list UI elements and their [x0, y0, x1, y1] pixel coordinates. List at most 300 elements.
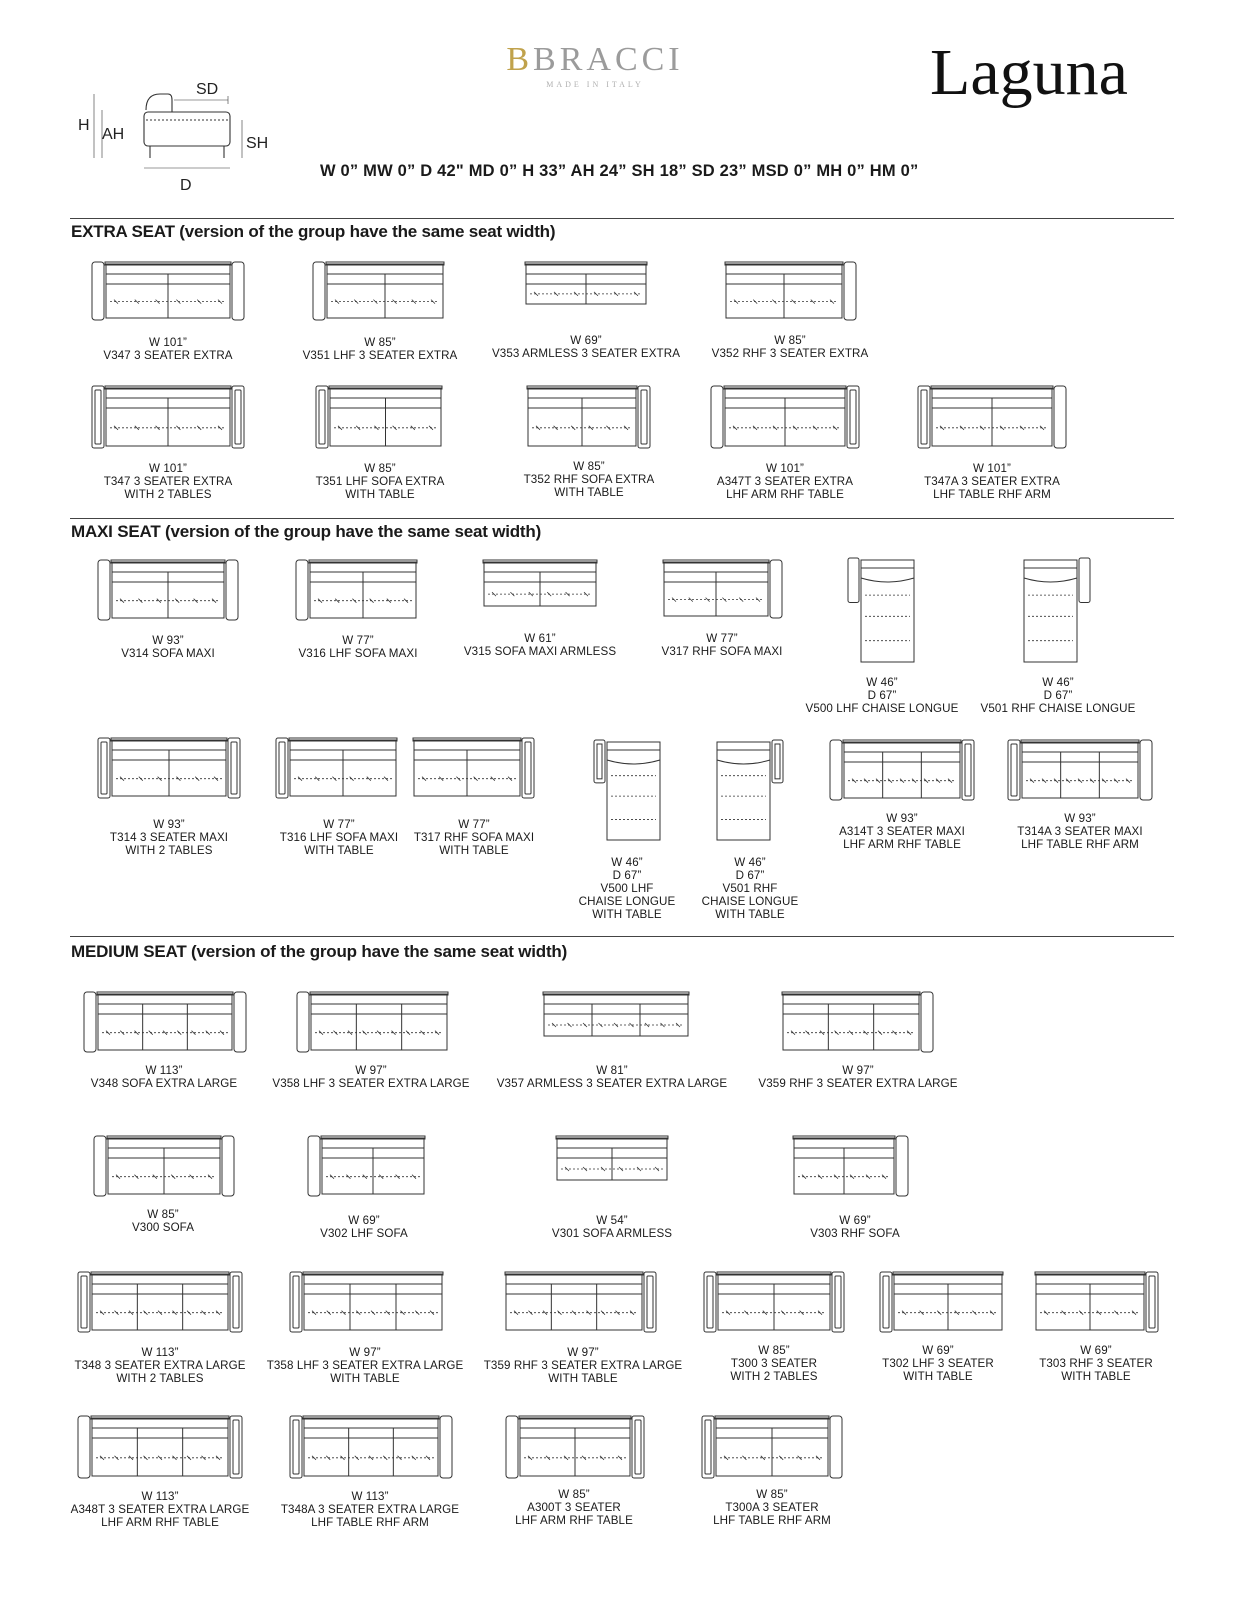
- chaise-back-curve: [1024, 578, 1077, 582]
- sofa-diagram-t302-lhf-3-seater: [880, 1272, 1002, 1332]
- recliner-mark: [406, 1031, 410, 1035]
- side-table: [228, 738, 240, 798]
- seat-body: [506, 1274, 642, 1330]
- armrest: [844, 262, 856, 320]
- module-label: V315 SOFA MAXI ARMLESS: [463, 645, 617, 658]
- module-caption-t303-rhf-3-seater: [976, 1344, 1216, 1383]
- module-caption-v301-sofa-armless: [492, 1214, 732, 1240]
- armrest: [222, 1136, 234, 1196]
- module-label: WITH 2 TABLES: [116, 1372, 204, 1385]
- module-label: T314A 3 SEATER MAXI: [1017, 825, 1143, 838]
- armrest: [84, 992, 96, 1052]
- module-caption-d-67: [938, 676, 1178, 715]
- side-table-inset: [707, 1276, 713, 1328]
- side-table-inset: [319, 390, 325, 444]
- side-table: [230, 1416, 242, 1478]
- brand-tagline: MADE IN ITALY: [546, 80, 644, 89]
- sofa-diagram-v348-sofa-extra-large: [84, 992, 246, 1052]
- key-label-d: D: [180, 177, 192, 194]
- module-width: W 61”: [524, 632, 556, 645]
- recliner-mark: [371, 1311, 375, 1315]
- module-width: W 69”: [348, 1214, 380, 1227]
- armrest: [830, 1416, 842, 1478]
- side-table: [316, 386, 328, 448]
- sofa-diagram-t314-3-seater-maxi: [98, 738, 240, 798]
- module-label: LHF TABLE RHF ARM: [713, 1514, 831, 1527]
- side-table: [98, 738, 110, 798]
- sofa-diagram-a314t-3-seater-maxi: [830, 740, 974, 800]
- side-table-inset: [835, 1276, 841, 1328]
- key-label-h: H: [78, 117, 90, 134]
- module-label: T348A 3 SEATER EXTRA LARGE: [280, 1503, 460, 1516]
- module-label: LHF TABLE RHF ARM: [1021, 838, 1139, 851]
- chaise-body: [607, 742, 660, 840]
- module-caption-t348-3-seater-extra-large: [40, 1346, 280, 1385]
- sofa-diagram-a348t-3-seater-extra-large: [78, 1416, 242, 1478]
- side-table: [632, 1416, 644, 1478]
- side-table-inset: [293, 1276, 299, 1328]
- module-label: T348 3 SEATER EXTRA LARGE: [74, 1359, 246, 1372]
- side-table: [880, 1272, 892, 1332]
- side-table-inset: [1011, 744, 1017, 796]
- module-caption-t317-rhf-sofa-maxi: [354, 818, 594, 857]
- module-width: W 113”: [141, 1490, 179, 1503]
- sofa-diagram-t303-rhf-3-seater: [1036, 1272, 1158, 1332]
- recliner-mark: [175, 599, 179, 603]
- module-caption-v347-3-seater-extra: [48, 336, 288, 362]
- recliner-mark: [753, 300, 757, 304]
- module-label: WITH TABLE: [548, 1372, 618, 1385]
- recliner-mark: [187, 1456, 191, 1460]
- module-label: V347 3 SEATER EXTRA: [103, 349, 233, 362]
- side-table: [594, 740, 605, 783]
- side-table-inset: [235, 390, 241, 444]
- sofa-diagram-v314-sofa-maxi: [98, 560, 238, 620]
- module-width: W 93”: [1064, 812, 1096, 825]
- recliner-mark: [547, 592, 551, 596]
- module-label: WITH TABLE: [554, 486, 624, 499]
- module-label: V357 ARMLESS 3 SEATER EXTRA LARGE: [496, 1077, 728, 1090]
- module-width: W 101”: [149, 462, 187, 475]
- module-label: V301 SOFA ARMLESS: [551, 1227, 673, 1240]
- side-table-inset: [233, 1276, 239, 1328]
- sofa-diagram-v300-sofa: [94, 1136, 234, 1196]
- sofa-diagram-d-67: [1024, 558, 1090, 664]
- module-width: W 101”: [149, 336, 187, 349]
- sofa-diagram-t359-rhf-3-seater-extra-large: [506, 1272, 656, 1332]
- side-table: [704, 1272, 716, 1332]
- module-width: W 77”: [458, 818, 490, 831]
- key-label-ah: AH: [102, 126, 125, 143]
- recliner-mark: [739, 598, 743, 602]
- module-width: W 81”: [596, 1064, 628, 1077]
- brand-name: [480, 42, 710, 78]
- seat-body: [311, 994, 447, 1050]
- module-width: W 85”: [147, 1208, 179, 1221]
- module-label: WITH TABLE: [903, 1370, 973, 1383]
- sofa-diagram-t300a-3-seater: [702, 1416, 842, 1478]
- module-width: W 97”: [567, 1346, 599, 1359]
- recliner-mark: [171, 1175, 175, 1179]
- seat-body: [98, 994, 232, 1050]
- module-caption-t347-3-seater-extra: [48, 462, 288, 501]
- module-label: LHF ARM RHF TABLE: [843, 838, 961, 851]
- module-width: W 97”: [842, 1064, 874, 1077]
- side-table: [78, 1272, 90, 1332]
- recliner-mark: [187, 1311, 191, 1315]
- recliner-mark: [139, 777, 143, 781]
- sofa-diagram-v353-armless-3-seater-extra: [526, 262, 646, 306]
- module-width: W 85”: [364, 336, 396, 349]
- module-label: A300T 3 SEATER: [527, 1501, 621, 1514]
- armrest: [848, 558, 859, 603]
- module-label: WITH TABLE: [1061, 1370, 1131, 1383]
- overall-dimensions: W 0” MW 0” D 42" MD 0” H 33” AH 24” SH 18” SD 23” MSD 0” MH 0” HM 0”: [320, 162, 919, 180]
- module-label: D 67”: [867, 689, 897, 702]
- side-table: [847, 386, 859, 448]
- recliner-mark: [1079, 1311, 1083, 1315]
- module-label: V500 LHF CHAISE LONGUE: [805, 702, 959, 715]
- module-label: LHF ARM RHF TABLE: [726, 488, 844, 501]
- sofa-diagram-v352-rhf-3-seater-extra: [726, 262, 856, 320]
- armrest: [711, 386, 723, 448]
- side-table: [832, 1272, 844, 1332]
- module-width: W 46”: [1042, 676, 1074, 689]
- sofa-diagram-a300t-3-seater: [506, 1416, 644, 1478]
- module-label: WITH TABLE: [345, 488, 415, 501]
- side-table-inset: [705, 1420, 711, 1474]
- armrest: [313, 262, 325, 320]
- section-divider: [70, 218, 1174, 219]
- module-label: V348 SOFA EXTRA LARGE: [90, 1077, 238, 1090]
- armrest: [896, 1136, 908, 1196]
- recliner-mark: [779, 1456, 783, 1460]
- module-caption-a348t-3-seater-extra-large: [40, 1490, 280, 1529]
- recliner-mark: [177, 1031, 181, 1035]
- module-label: T347A 3 SEATER EXTRA: [924, 475, 1060, 488]
- recliner-mark: [781, 1311, 785, 1315]
- recliner-mark: [197, 300, 201, 304]
- module-width: W 85”: [774, 334, 806, 347]
- recliner-mark: [415, 1311, 419, 1315]
- module-width: W 85”: [558, 1488, 590, 1501]
- module-width: W 54”: [596, 1214, 628, 1227]
- module-label: T352 RHF SOFA EXTRA: [523, 473, 655, 486]
- armrest: [1079, 558, 1090, 603]
- module-caption-v351-lhf-3-seater-extra: [260, 336, 500, 362]
- sofa-diagram-v316-lhf-sofa-maxi: [296, 560, 416, 620]
- sofa-diagram-t351-lhf-sofa-extra: [316, 386, 441, 448]
- section-divider: [70, 936, 1174, 937]
- armrest: [921, 992, 933, 1052]
- seat-body: [844, 742, 960, 798]
- module-label: T303 RHF 3 SEATER: [1039, 1357, 1153, 1370]
- module-label: T300A 3 SEATER: [725, 1501, 819, 1514]
- module-label: D 67”: [735, 869, 765, 882]
- chaise-body: [717, 742, 770, 840]
- side-table: [290, 1272, 302, 1332]
- sofa-diagram-t348-3-seater-extra-large: [78, 1272, 242, 1332]
- section-title-maxi-seat: MAXI SEAT (version of the group have the same seat width): [71, 522, 542, 541]
- armrest: [78, 1416, 90, 1478]
- armrest: [506, 1416, 518, 1478]
- module-label: V358 LHF 3 SEATER EXTRA LARGE: [272, 1077, 470, 1090]
- chaise-back-curve: [717, 760, 770, 764]
- module-width: W 97”: [355, 1064, 387, 1077]
- sofa-diagram-d-67: [848, 558, 914, 664]
- side-table-inset: [1149, 1276, 1155, 1328]
- product-title: Laguna: [930, 36, 1128, 109]
- sofa-diagram-v359-rhf-3-seater-extra-large: [783, 992, 933, 1052]
- side-table-inset: [293, 1420, 299, 1474]
- module-width: W 85”: [756, 1488, 788, 1501]
- module-label: V352 RHF 3 SEATER EXTRA: [711, 347, 869, 360]
- side-table-inset: [641, 390, 647, 444]
- armrest: [1054, 386, 1066, 448]
- module-caption-v359-rhf-3-seater-extra-large: [738, 1064, 978, 1090]
- seat-body: [304, 1418, 438, 1476]
- module-caption-v302-lhf-sofa: [244, 1214, 484, 1240]
- module-width: W 101”: [973, 462, 1011, 475]
- module-caption-a347t-3-seater-extra: [665, 462, 905, 501]
- module-label: V314 SOFA MAXI: [121, 647, 215, 660]
- sofa-diagram-v358-lhf-3-seater-extra-large: [297, 992, 447, 1052]
- module-width: W 93”: [152, 634, 184, 647]
- sofa-diagram-t317-rhf-sofa-maxi: [414, 738, 534, 798]
- recliner-mark: [601, 1311, 605, 1315]
- sofa-diagram-v351-lhf-3-seater-extra: [313, 262, 443, 320]
- module-caption-t314a-3-seater-maxi: [960, 812, 1200, 851]
- module-label: WITH TABLE: [592, 908, 662, 921]
- module-width: W 69”: [570, 334, 602, 347]
- side-table-inset: [883, 1276, 889, 1328]
- armrest: [770, 560, 782, 618]
- sofa-diagram-v315-sofa-maxi-armless: [484, 560, 596, 608]
- module-label: T300 3 SEATER: [730, 1357, 818, 1370]
- side-table-inset: [647, 1276, 653, 1328]
- side-table: [638, 386, 650, 448]
- module-width: W 46”: [734, 856, 766, 869]
- armrest: [1140, 740, 1152, 800]
- module-width: W 85”: [758, 1344, 790, 1357]
- module-width: W 77”: [342, 634, 374, 647]
- section-divider: [70, 518, 1174, 519]
- module-label: T359 RHF 3 SEATER EXTRA LARGE: [483, 1359, 683, 1372]
- seat-body: [92, 1418, 228, 1476]
- sofa-diagram-v357-armless-3-seater-extra-large: [544, 992, 688, 1038]
- side-table-inset: [775, 744, 780, 779]
- side-table: [230, 1272, 242, 1332]
- sofa-diagram-t300-3-seater: [704, 1272, 844, 1332]
- armrest: [297, 992, 309, 1052]
- module-label: V351 LHF 3 SEATER EXTRA: [302, 349, 458, 362]
- recliner-mark: [149, 1031, 153, 1035]
- module-width: W 113”: [145, 1064, 183, 1077]
- module-label: WITH 2 TABLES: [125, 844, 213, 857]
- module-width: W 113”: [141, 1346, 179, 1359]
- module-width: W 93”: [886, 812, 918, 825]
- seat-body: [92, 1274, 228, 1330]
- module-label: D 67”: [612, 869, 642, 882]
- sofa-diagram-t352-rhf-sofa-extra: [528, 386, 650, 448]
- side-table-inset: [597, 744, 602, 779]
- module-width: W 97”: [349, 1346, 381, 1359]
- side-table: [1146, 1272, 1158, 1332]
- recliner-mark: [354, 300, 358, 304]
- recliner-mark: [355, 1456, 359, 1460]
- module-label: T351 LHF SOFA EXTRA: [315, 475, 445, 488]
- module-caption-t347a-3-seater-extra: [872, 462, 1112, 501]
- module-label: A314T 3 SEATER MAXI: [839, 825, 965, 838]
- side-table: [232, 386, 244, 448]
- recliner-mark: [429, 426, 433, 430]
- brand-logo: [480, 42, 710, 89]
- armrest: [308, 1136, 320, 1196]
- side-table-inset: [231, 742, 237, 794]
- module-label: T358 LHF 3 SEATER EXTRA LARGE: [266, 1359, 464, 1372]
- module-label: CHAISE LONGUE: [701, 895, 799, 908]
- module-label: WITH 2 TABLES: [730, 1370, 818, 1383]
- side-table: [92, 386, 104, 448]
- armrest: [92, 262, 104, 320]
- module-label: V317 RHF SOFA MAXI: [661, 645, 783, 658]
- dimension-key-diagram: [76, 80, 286, 200]
- chaise-back-curve: [607, 760, 660, 764]
- recliner-mark: [583, 1023, 587, 1027]
- module-width: W 46”: [611, 856, 643, 869]
- side-table: [644, 1272, 656, 1332]
- seat-body: [304, 1274, 442, 1330]
- module-label: V303 RHF SOFA: [810, 1227, 900, 1240]
- module-label: V302 LHF SOFA: [320, 1227, 408, 1240]
- module-caption-t300a-3-seater: [652, 1488, 892, 1527]
- module-label: WITH TABLE: [330, 1372, 400, 1385]
- recliner-mark: [937, 1311, 941, 1315]
- module-width: W 77”: [323, 818, 355, 831]
- sofa-diagram-v301-sofa-armless: [557, 1136, 667, 1182]
- sofa-diagram-v303-rhf-sofa: [794, 1136, 908, 1196]
- armrest: [234, 992, 246, 1052]
- side-table-inset: [635, 1420, 641, 1474]
- side-table-inset: [81, 1276, 87, 1328]
- chaise-body: [1024, 560, 1077, 662]
- recliner-mark: [383, 1456, 387, 1460]
- chaise-back-curve: [861, 578, 914, 582]
- module-label: T347 3 SEATER EXTRA: [103, 475, 233, 488]
- module-label: WITH TABLE: [715, 908, 785, 921]
- module-caption-t358-lhf-3-seater-extra-large: [245, 1346, 485, 1385]
- module-caption-v348-sofa-extra-large: [44, 1064, 284, 1090]
- side-table-inset: [233, 1420, 239, 1474]
- armrest: [296, 560, 308, 620]
- side-table: [290, 1416, 302, 1478]
- armrest: [226, 560, 238, 620]
- side-table-inset: [965, 744, 971, 796]
- side-table-inset: [101, 742, 107, 794]
- module-width: W 93”: [153, 818, 185, 831]
- module-label: T314 3 SEATER MAXI: [109, 831, 229, 844]
- module-label: V501 RHF CHAISE LONGUE: [980, 702, 1136, 715]
- side-table-inset: [921, 390, 927, 444]
- armrest: [98, 560, 110, 620]
- module-width: W 69”: [922, 1344, 954, 1357]
- seat-body: [783, 994, 919, 1050]
- sofa-diagram-t316-lhf-sofa-maxi: [276, 738, 396, 798]
- module-width: W 69”: [839, 1214, 871, 1227]
- module-label: LHF ARM RHF TABLE: [101, 1516, 219, 1529]
- recliner-mark: [327, 1311, 331, 1315]
- recliner-mark: [878, 1031, 882, 1035]
- side-table: [522, 738, 534, 798]
- module-width: W 85”: [573, 460, 605, 473]
- sofa-diagram-t347a-3-seater-extra: [918, 386, 1066, 448]
- module-width: W 46”: [866, 676, 898, 689]
- side-table-inset: [525, 742, 531, 794]
- armrest: [232, 262, 244, 320]
- module-label: A347T 3 SEATER EXTRA: [716, 475, 854, 488]
- module-caption-t351-lhf-sofa-extra: [260, 462, 500, 501]
- side-table: [918, 386, 930, 448]
- module-caption-v357-armless-3-seater-extra-large: [492, 1064, 732, 1090]
- seat-body: [544, 994, 688, 1036]
- sofa-diagram-a347t-3-seater-extra: [711, 386, 859, 448]
- key-label-sh: SH: [246, 135, 269, 152]
- sofa-diagram-t314a-3-seater-maxi: [1008, 740, 1152, 800]
- side-table: [702, 1416, 714, 1478]
- module-caption-v358-lhf-3-seater-extra-large: [251, 1064, 491, 1090]
- module-label: T316 LHF SOFA MAXI: [279, 831, 399, 844]
- module-label: D 67”: [1043, 689, 1073, 702]
- module-width: W 69”: [1080, 1344, 1112, 1357]
- brand-initial: B: [506, 41, 534, 78]
- module-caption-v352-rhf-3-seater-extra: [670, 334, 910, 360]
- brand-wordmark: BRACCI: [533, 41, 684, 78]
- module-label: LHF TABLE RHF ARM: [933, 488, 1051, 501]
- module-label: V501 RHF: [722, 882, 778, 895]
- sofa-diagram-t358-lhf-3-seater-extra-large: [290, 1272, 442, 1332]
- side-table: [276, 738, 288, 798]
- armrest: [440, 1416, 452, 1478]
- sofa-diagram-t348a-3-seater-extra-large: [290, 1416, 452, 1478]
- chaise-body: [861, 560, 914, 662]
- armrest: [94, 1136, 106, 1196]
- side-table-inset: [279, 742, 285, 794]
- section-title-medium-seat: MEDIUM SEAT (version of the group have the same seat width): [71, 942, 568, 961]
- module-label: V500 LHF: [600, 882, 654, 895]
- module-label: V359 RHF 3 SEATER EXTRA LARGE: [758, 1077, 958, 1090]
- module-label: LHF TABLE RHF ARM: [311, 1516, 429, 1529]
- module-width: W 101”: [766, 462, 804, 475]
- module-label: T302 LHF 3 SEATER: [882, 1357, 994, 1370]
- recliner-mark: [195, 777, 199, 781]
- side-table-inset: [95, 390, 101, 444]
- module-label: CHAISE LONGUE: [578, 895, 676, 908]
- module-label: T317 RHF SOFA MAXI: [413, 831, 535, 844]
- module-label: V300 SOFA: [131, 1221, 195, 1234]
- module-width: W 77”: [706, 632, 738, 645]
- sofa-diagram-v317-rhf-sofa-maxi: [664, 560, 782, 618]
- module-label: WITH TABLE: [304, 844, 374, 857]
- key-label-sd: SD: [196, 81, 219, 98]
- module-label: A348T 3 SEATER EXTRA LARGE: [70, 1503, 250, 1516]
- module-label: WITH 2 TABLES: [124, 488, 212, 501]
- armrest: [830, 740, 842, 800]
- sofa-diagram-v302-lhf-sofa: [308, 1136, 424, 1196]
- sofa-diagram-v347-3-seater-extra: [92, 262, 244, 320]
- module-caption-v303-rhf-sofa: [735, 1214, 975, 1240]
- module-label: V316 LHF SOFA MAXI: [298, 647, 418, 660]
- recliner-mark: [571, 426, 575, 430]
